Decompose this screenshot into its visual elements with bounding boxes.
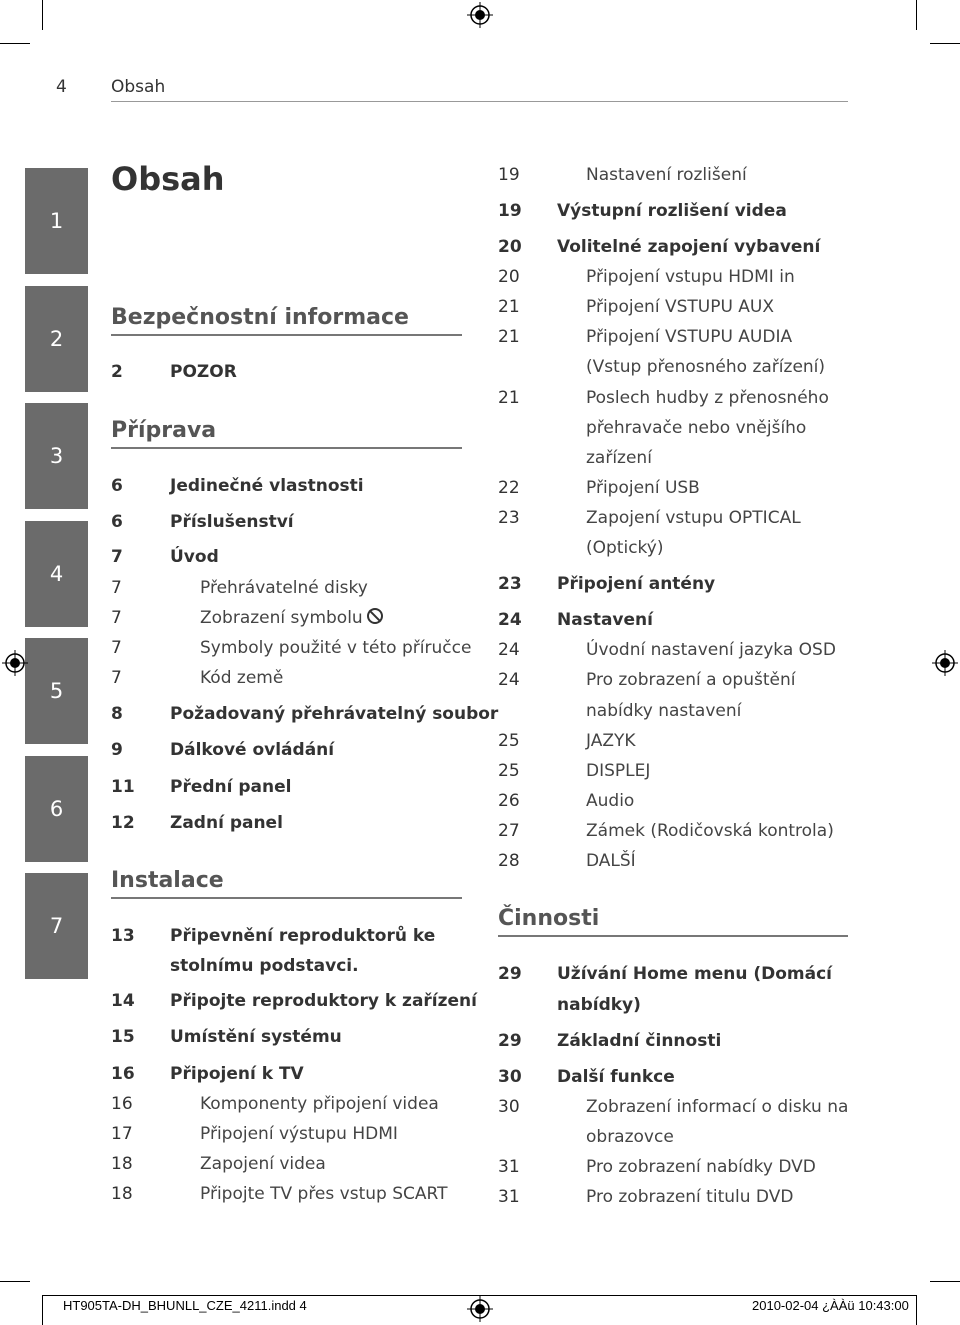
toc-page-number: 31: [498, 1187, 520, 1207]
toc-entry-title: Požadovaný přehrávatelný soubor: [170, 704, 499, 724]
toc-page-number: 19: [498, 201, 522, 221]
toc-page-number: 29: [498, 1031, 522, 1051]
toc-entry-title: Úvod: [170, 547, 219, 567]
chapter-tab-6: 6: [25, 756, 88, 862]
toc-entry-title: Užívání Home menu (Domácí: [557, 964, 833, 984]
toc-entry-title: Umístění systému: [170, 1027, 342, 1047]
toc-entry-title: Nastavení: [557, 610, 653, 630]
toc-page-number: 21: [498, 388, 520, 408]
toc-entry-title: Volitelné zapojení vybavení: [557, 237, 821, 257]
toc-entry-title: Pro zobrazení a opuštění: [586, 670, 796, 690]
section-rule: [111, 334, 462, 336]
toc-page-number: 27: [498, 821, 520, 841]
toc-page-number: 7: [111, 608, 122, 628]
header-rule: [111, 101, 848, 102]
crop-mark: [916, 1295, 917, 1325]
chapter-tab-2: 2: [25, 286, 88, 392]
toc-entry-title: Kód země: [200, 668, 284, 688]
toc-entry-title: Dálkové ovládání: [170, 740, 335, 760]
toc-entry-title: Připojení USB: [586, 478, 700, 498]
toc-page-number: 29: [498, 964, 522, 984]
toc-entry-title: Připojení VSTUPU AUX: [586, 297, 775, 317]
toc-entry-title: DISPLEJ: [586, 761, 651, 781]
toc-page-number: 24: [498, 610, 522, 630]
toc-entry-title: Základní činnosti: [557, 1031, 722, 1051]
toc-entry-title: stolnímu podstavci.: [170, 956, 359, 976]
toc-entry-title: Zapojení videa: [200, 1154, 326, 1174]
toc-entry-title: Komponenty připojení videa: [200, 1094, 439, 1114]
toc-page-number: 16: [111, 1094, 133, 1114]
toc-page-number: 28: [498, 851, 520, 871]
toc-page-number: 23: [498, 574, 522, 594]
toc-entry-title: Připojení VSTUPU AUDIA: [586, 327, 793, 347]
footer-timestamp: 2010-02-04 ¿ÀÀü 10:43:00: [752, 1298, 909, 1313]
toc-entry-title: zařízení: [586, 448, 652, 468]
crop-mark: [42, 1295, 43, 1325]
toc-entry-title: Výstupní rozlišení videa: [557, 201, 787, 221]
toc-page-number: 6: [111, 512, 123, 532]
section-rule: [111, 897, 462, 899]
toc-page-number: 30: [498, 1067, 522, 1087]
toc-entry-title: POZOR: [170, 362, 237, 382]
toc-entry-title: Zobrazení informací o disku na: [586, 1097, 849, 1117]
registration-mark-icon: [2, 650, 28, 676]
chapter-tab-7: 7: [25, 873, 88, 979]
toc-entry-title: Jedinečné vlastnosti: [170, 476, 364, 496]
toc-page-number: 11: [111, 777, 135, 797]
crop-mark: [930, 43, 960, 44]
toc-entry-title: Připevnění reproduktorů ke: [170, 926, 436, 946]
toc-page-number: 7: [111, 578, 122, 598]
toc-entry-title: Příslušenství: [170, 512, 294, 532]
toc-page-number: 21: [498, 297, 520, 317]
toc-page-number: 15: [111, 1027, 135, 1047]
chapter-tab-4: 4: [25, 521, 88, 627]
crop-mark: [42, 0, 43, 30]
toc-page-number: 6: [111, 476, 123, 496]
toc-page-number: 2: [111, 362, 123, 382]
toc-entry-title: Symboly použité v této příručce: [200, 638, 472, 658]
toc-entry-title: Připojení k TV: [170, 1064, 304, 1084]
toc-entry-title: Přehrávatelné disky: [200, 578, 368, 598]
toc-entry-title: (Optický): [586, 538, 664, 558]
toc-page-number: 20: [498, 237, 522, 257]
toc-entry-title: Úvodní nastavení jazyka OSD: [586, 640, 836, 660]
chapter-tab-1: 1: [25, 168, 88, 274]
chapter-tab-3: 3: [25, 403, 88, 509]
toc-entry-title: Zámek (Rodičovská kontrola): [586, 821, 834, 841]
toc-page-number: 22: [498, 478, 520, 498]
registration-mark-icon: [467, 2, 493, 28]
toc-entry-title: Audio: [586, 791, 635, 811]
toc-page-number: 20: [498, 267, 520, 287]
section-title: Příprava: [111, 418, 217, 443]
toc-page-number: 17: [111, 1124, 133, 1144]
prohibited-symbol-icon: [367, 608, 383, 624]
footer-file-name: HT905TA-DH_BHUNLL_CZE_4211.indd 4: [63, 1298, 307, 1313]
section-title: Bezpečnostní informace: [111, 305, 409, 330]
toc-entry-title: Další funkce: [557, 1067, 675, 1087]
toc-page-number: 24: [498, 670, 520, 690]
toc-entry-title: Zadní panel: [170, 813, 283, 833]
section-rule: [498, 935, 848, 937]
crop-mark: [0, 1281, 30, 1282]
toc-entry-title: DALŠÍ: [586, 851, 636, 871]
toc-page-number: 21: [498, 327, 520, 347]
crop-mark: [930, 1281, 960, 1282]
toc-entry-title: Připojte TV přes vstup SCART: [200, 1184, 448, 1204]
crop-mark: [0, 43, 30, 44]
crop-mark: [916, 0, 917, 30]
registration-mark-icon: [932, 650, 958, 676]
toc-entry-title: Připojení výstupu HDMI: [200, 1124, 398, 1144]
toc-page-number: 26: [498, 791, 520, 811]
toc-entry-title: obrazovce: [586, 1127, 674, 1147]
toc-page-number: 14: [111, 991, 135, 1011]
toc-entry-title: Poslech hudby z přenosného: [586, 388, 829, 408]
toc-entry-title: Připojení vstupu HDMI in: [586, 267, 795, 287]
toc-entry-title: Pro zobrazení titulu DVD: [586, 1187, 794, 1207]
toc-page-number: 25: [498, 761, 520, 781]
toc-page-number: 18: [111, 1154, 133, 1174]
registration-mark-icon: [467, 1296, 493, 1322]
toc-page-number: 25: [498, 731, 520, 751]
toc-entry-title: Zapojení vstupu OPTICAL: [586, 508, 801, 528]
toc-entry-title: přehravače nebo vnějšího: [586, 418, 807, 438]
toc-entry-title: Nastavení rozlišení: [586, 165, 747, 185]
toc-page-number: 9: [111, 740, 123, 760]
toc-entry-title: nabídky nastavení: [586, 701, 742, 721]
toc-page-number: 23: [498, 508, 520, 528]
toc-entry-title: Připojení antény: [557, 574, 716, 594]
toc-page-number: 19: [498, 165, 520, 185]
toc-entry-title: (Vstup přenosného zařízení): [586, 357, 826, 377]
toc-page-number: 12: [111, 813, 135, 833]
section-title: Činnosti: [498, 906, 600, 931]
toc-entry-title: nabídky): [557, 995, 641, 1015]
toc-entry-title: Zobrazení symbolu: [200, 607, 383, 629]
toc-page-number: 24: [498, 640, 520, 660]
toc-page-number: 31: [498, 1157, 520, 1177]
chapter-tab-5: 5: [25, 638, 88, 744]
toc-page-number: 13: [111, 926, 135, 946]
toc-page-number: 7: [111, 547, 123, 567]
toc-entry-title: JAZYK: [586, 731, 636, 751]
section-rule: [111, 447, 462, 449]
toc-page-number: 7: [111, 668, 122, 688]
section-title: Instalace: [111, 868, 224, 893]
toc-page-number: 7: [111, 638, 122, 658]
toc-page-number: 16: [111, 1064, 135, 1084]
toc-page-number: 30: [498, 1097, 520, 1117]
toc-entry-title: Připojte reproduktory k zařízení: [170, 991, 477, 1011]
toc-page-number: 8: [111, 704, 123, 724]
page-title: Obsah: [111, 160, 225, 198]
header-page-number: 4: [56, 77, 67, 97]
toc-entry-title: Pro zobrazení nabídky DVD: [586, 1157, 816, 1177]
toc-page-number: 18: [111, 1184, 133, 1204]
header-title: Obsah: [111, 77, 166, 97]
toc-entry-title: Přední panel: [170, 777, 292, 797]
